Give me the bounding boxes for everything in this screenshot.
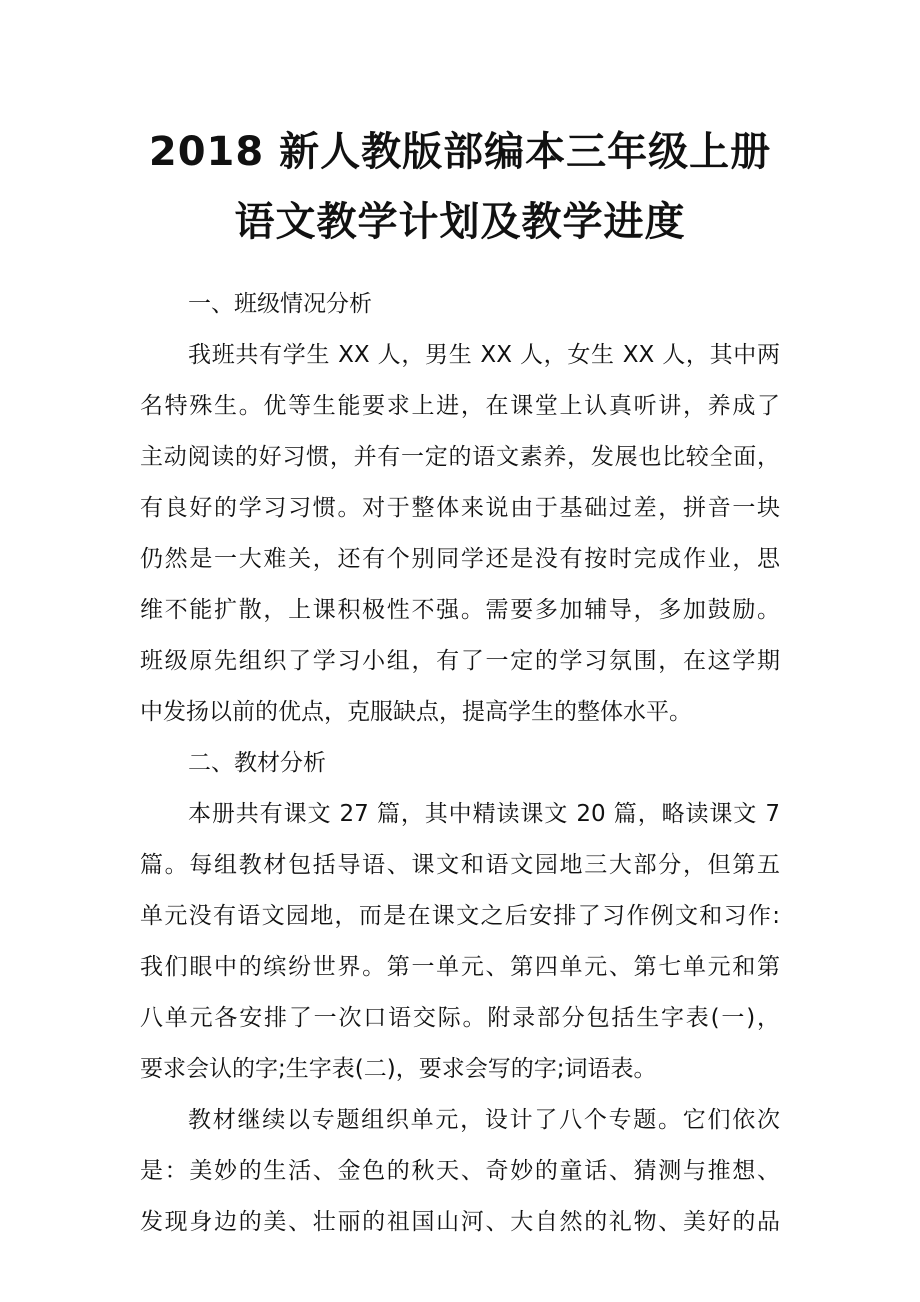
paragraph-line: 发现身边的美、壮丽的祖国山河、大自然的礼物、美好的品: [140, 1209, 780, 1235]
paragraph-line: 我们眼中的缤纷世界。第一单元、第四单元、第七单元和第: [140, 954, 780, 980]
paragraph-line: 维不能扩散，上课积极性不强。需要多加辅导，多加鼓励。: [140, 597, 780, 623]
paragraph-line: 八单元各安排了一次口语交际。附录部分包括生字表(一)，: [140, 1005, 780, 1031]
paragraph-line: 名特殊生。优等生能要求上进，在课堂上认真听讲，养成了: [140, 393, 780, 419]
section-heading-textbook-analysis: 二、教材分析: [188, 750, 326, 776]
paragraph-line: 中发扬以前的优点，克服缺点，提高学生的整体水平。: [140, 699, 692, 725]
paragraph-line: 单元没有语文园地，而是在课文之后安排了习作例文和习作:: [140, 903, 780, 929]
document-title-line-1: 2018 新人教版部编本三年级上册: [148, 129, 772, 175]
paragraph-line: 是：美妙的生活、金色的秋天、奇妙的童话、猜测与推想、: [140, 1158, 780, 1184]
paragraph-line: 篇。每组教材包括导语、课文和语文园地三大部分，但第五: [140, 852, 780, 878]
document-title-line-2: 语文教学计划及教学进度: [234, 199, 686, 245]
paragraph-line: 我班共有学生 XX 人，男生 XX 人，女生 XX 人，其中两: [188, 342, 780, 368]
paragraph-line: 本册共有课文 27 篇，其中精读课文 20 篇，略读课文 7: [188, 801, 780, 827]
paragraph-line: 要求会认的字;生字表(二)，要求会写的字;词语表。: [140, 1056, 657, 1082]
paragraph-line: 主动阅读的好习惯，并有一定的语文素养，发展也比较全面，: [140, 444, 780, 470]
paragraph-line: 仍然是一大难关，还有个别同学还是没有按时完成作业，思: [140, 546, 780, 572]
paragraph-line: 班级原先组织了学习小组，有了一定的学习氛围，在这学期: [140, 648, 780, 674]
section-heading-class-analysis: 一、班级情况分析: [188, 291, 372, 317]
paragraph-line: 有良好的学习习惯。对于整体来说由于基础过差，拼音一块: [140, 495, 780, 521]
paragraph-line: 教材继续以专题组织单元，设计了八个专题。它们依次: [188, 1107, 780, 1133]
